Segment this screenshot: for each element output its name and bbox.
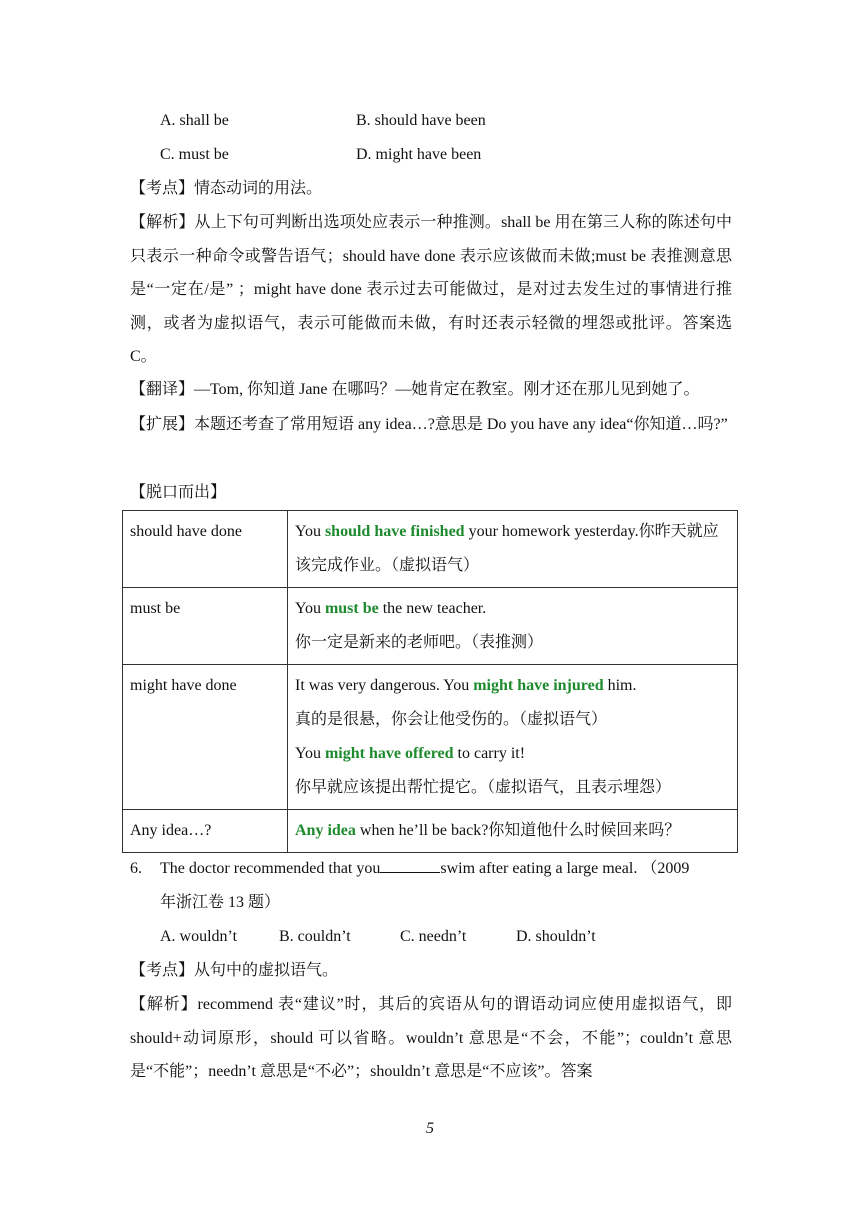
highlight-phrase: might have offered <box>324 745 454 762</box>
highlight-phrase: should have finished <box>324 523 465 540</box>
example-translation: 你一定是新来的老师吧。（表推测） <box>295 634 544 651</box>
q5-option-c: C. must be <box>160 146 229 163</box>
table-example <box>288 665 738 810</box>
table-row <box>123 665 738 810</box>
table-example <box>288 810 738 853</box>
table-example <box>288 511 738 588</box>
page-number: 5 <box>426 1120 434 1137</box>
table-term: Any idea…? <box>123 810 288 853</box>
q5-kuozhan: 【扩展】本题还考查了常用短语 any idea…?意思是 Do you have any idea“你知道…吗?” <box>130 416 728 433</box>
q6-stem-text: The doctor recommended that you <box>160 860 381 877</box>
example-text: him. <box>603 677 637 694</box>
table-row <box>123 810 738 853</box>
example-text: It was very dangerous. You <box>295 677 474 694</box>
q6-stem <box>160 852 689 886</box>
q5-option-a: A. shall be <box>160 112 229 129</box>
example-text: You <box>295 600 325 617</box>
table-row <box>123 588 738 665</box>
q6-option-a: A. wouldn’t <box>160 928 238 945</box>
q5-option-d: D. might have been <box>356 146 482 163</box>
example-translation: 你早就应该提出帮忙提它。（虚拟语气，且表示埋怨） <box>295 779 672 796</box>
q6-source: 年浙江卷 13 题） <box>160 894 281 911</box>
q6-jiexi: 【解析】recommend 表“建议”时，其后的宾语从句的谓语动词应使用虚拟语气，即 should+动词原形，should 可以省略。wouldn’t 意思是“不会，不能”；couldn’t 意思是“不能”；needn’t 意思是“不必”；shouldn’t 意思是“不应该”。答案 <box>130 996 732 1080</box>
example-text: when he’ll be back?你知道他什么时候回来吗？ <box>355 822 681 839</box>
q6-kaodian: 【考点】从句中的虚拟语气。 <box>130 962 339 979</box>
example-text: You <box>295 745 325 762</box>
example-text: You <box>295 523 325 540</box>
highlight-phrase: Any idea <box>295 822 356 839</box>
table-term: might have done <box>123 665 288 810</box>
highlight-phrase: must be <box>324 600 379 617</box>
table-row <box>123 511 738 588</box>
q6-stem-text: swim after eating a large meal. （2009 <box>440 860 690 877</box>
table-term: must be <box>123 588 288 665</box>
table-example <box>288 588 738 665</box>
example-text: to carry it! <box>453 745 526 762</box>
answer-blank <box>380 858 440 873</box>
q6-option-d: D. shouldn’t <box>516 928 596 945</box>
q6-number: 6. <box>130 860 142 877</box>
table-term: should have done <box>123 511 288 588</box>
q5-kaodian: 【考点】情态动词的用法。 <box>130 180 323 197</box>
example-translation: 真的是很悬，你会让他受伤的。（虚拟语气） <box>295 711 608 728</box>
highlight-phrase: might have injured <box>473 677 604 694</box>
q6-option-c: C. needn’t <box>400 928 467 945</box>
q5-jiexi: 【解析】从上下句可判断出选项处应表示一种推测。shall be 用在第三人称的陈述句中只表示一种命令或警告语气；should have done 表示应该做而未做;must be 表推测意思是“一定在/是” ；might have done 表示过去可能做过，是对过去发生过的事情进行推测，或者为虚拟语气，表示可能做而未做，有时还表示轻微的埋怨或批评。答案选 C。 <box>130 214 732 365</box>
example-text: the new teacher. <box>378 600 487 617</box>
example-text: your homework yesterday.你昨天就应该完成作业。（虚拟语气） <box>295 523 719 574</box>
phrase-table <box>122 510 738 853</box>
q6-option-b: B. couldn’t <box>279 928 351 945</box>
q5-option-b: B. should have been <box>356 112 486 129</box>
tuokou-title: 【脱口而出】 <box>130 484 227 501</box>
q5-fanyi: 【翻译】—Tom, 你知道 Jane 在哪吗？—她肯定在教室。刚才还在那儿见到她了。 <box>130 381 700 398</box>
